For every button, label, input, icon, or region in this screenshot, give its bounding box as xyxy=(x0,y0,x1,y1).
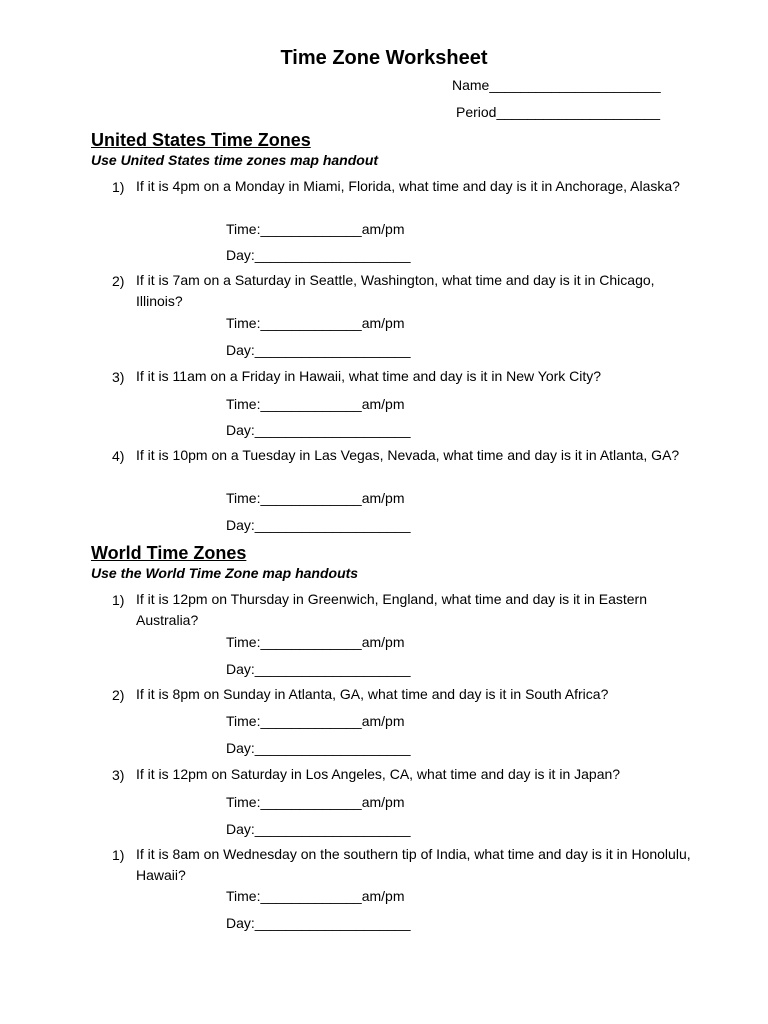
question-text: If it is 11am on a Friday in Hawaii, what time and day is it in New York City? xyxy=(136,368,602,384)
question-text: If it is 8am on Wednesday on the southern tip of India, what time and day is it in Honolulu, Hawaii? xyxy=(136,846,691,883)
question-number: 3) xyxy=(112,767,125,783)
day-answer-field[interactable]: Day:____________________ xyxy=(226,740,411,756)
period-field[interactable]: Period_____________________ xyxy=(456,104,660,120)
section-title-us: United States Time Zones xyxy=(91,130,311,150)
name-field[interactable]: Name______________________ xyxy=(452,77,661,93)
question-text: If it is 8pm on Sunday in Atlanta, GA, what time and day is it in South Africa? xyxy=(136,686,609,702)
question-number: 3) xyxy=(112,369,125,385)
question-number: 1) xyxy=(112,592,125,608)
day-answer-field[interactable]: Day:____________________ xyxy=(226,422,411,438)
question-number: 1) xyxy=(112,179,125,195)
time-answer-field[interactable]: Time:_____________am/pm xyxy=(226,221,405,237)
day-answer-field[interactable]: Day:____________________ xyxy=(226,915,411,931)
page-title: Time Zone Worksheet xyxy=(280,47,488,69)
day-answer-field[interactable]: Day:____________________ xyxy=(226,342,411,358)
day-answer-field[interactable]: Day:____________________ xyxy=(226,517,411,533)
time-answer-field[interactable]: Time:_____________am/pm xyxy=(226,315,405,331)
day-answer-field[interactable]: Day:____________________ xyxy=(226,247,411,263)
time-answer-field[interactable]: Time:_____________am/pm xyxy=(226,794,405,810)
section-title-world: World Time Zones xyxy=(91,543,247,563)
day-answer-field[interactable]: Day:____________________ xyxy=(226,661,411,677)
question-text: If it is 7am on a Saturday in Seattle, Washington, what time and day is it in Chicago, Illinois? xyxy=(136,272,655,309)
time-answer-field[interactable]: Time:_____________am/pm xyxy=(226,490,405,506)
time-answer-field[interactable]: Time:_____________am/pm xyxy=(226,713,405,729)
time-answer-field[interactable]: Time:_____________am/pm xyxy=(226,396,405,412)
time-answer-field[interactable]: Time:_____________am/pm xyxy=(226,888,405,904)
time-answer-field[interactable]: Time:_____________am/pm xyxy=(226,634,405,650)
question-number: 2) xyxy=(112,273,125,289)
question-text: If it is 12pm on Thursday in Greenwich, England, what time and day is it in Eastern Australia? xyxy=(136,591,647,628)
question-text: If it is 12pm on Saturday in Los Angeles, CA, what time and day is it in Japan? xyxy=(136,766,621,782)
section-subtitle-us: Use United States time zones map handout xyxy=(91,152,379,168)
day-answer-field[interactable]: Day:____________________ xyxy=(226,821,411,837)
question-number: 2) xyxy=(112,687,125,703)
question-number: 4) xyxy=(112,448,125,464)
question-text: If it is 4pm on a Monday in Miami, Florida, what time and day is it in Anchorage, Alaska? xyxy=(136,178,680,194)
question-text: If it is 10pm on a Tuesday in Las Vegas, Nevada, what time and day is it in Atlanta, GA? xyxy=(136,447,680,463)
section-subtitle-world: Use the World Time Zone map handouts xyxy=(91,565,359,581)
question-number: 1) xyxy=(112,847,125,863)
